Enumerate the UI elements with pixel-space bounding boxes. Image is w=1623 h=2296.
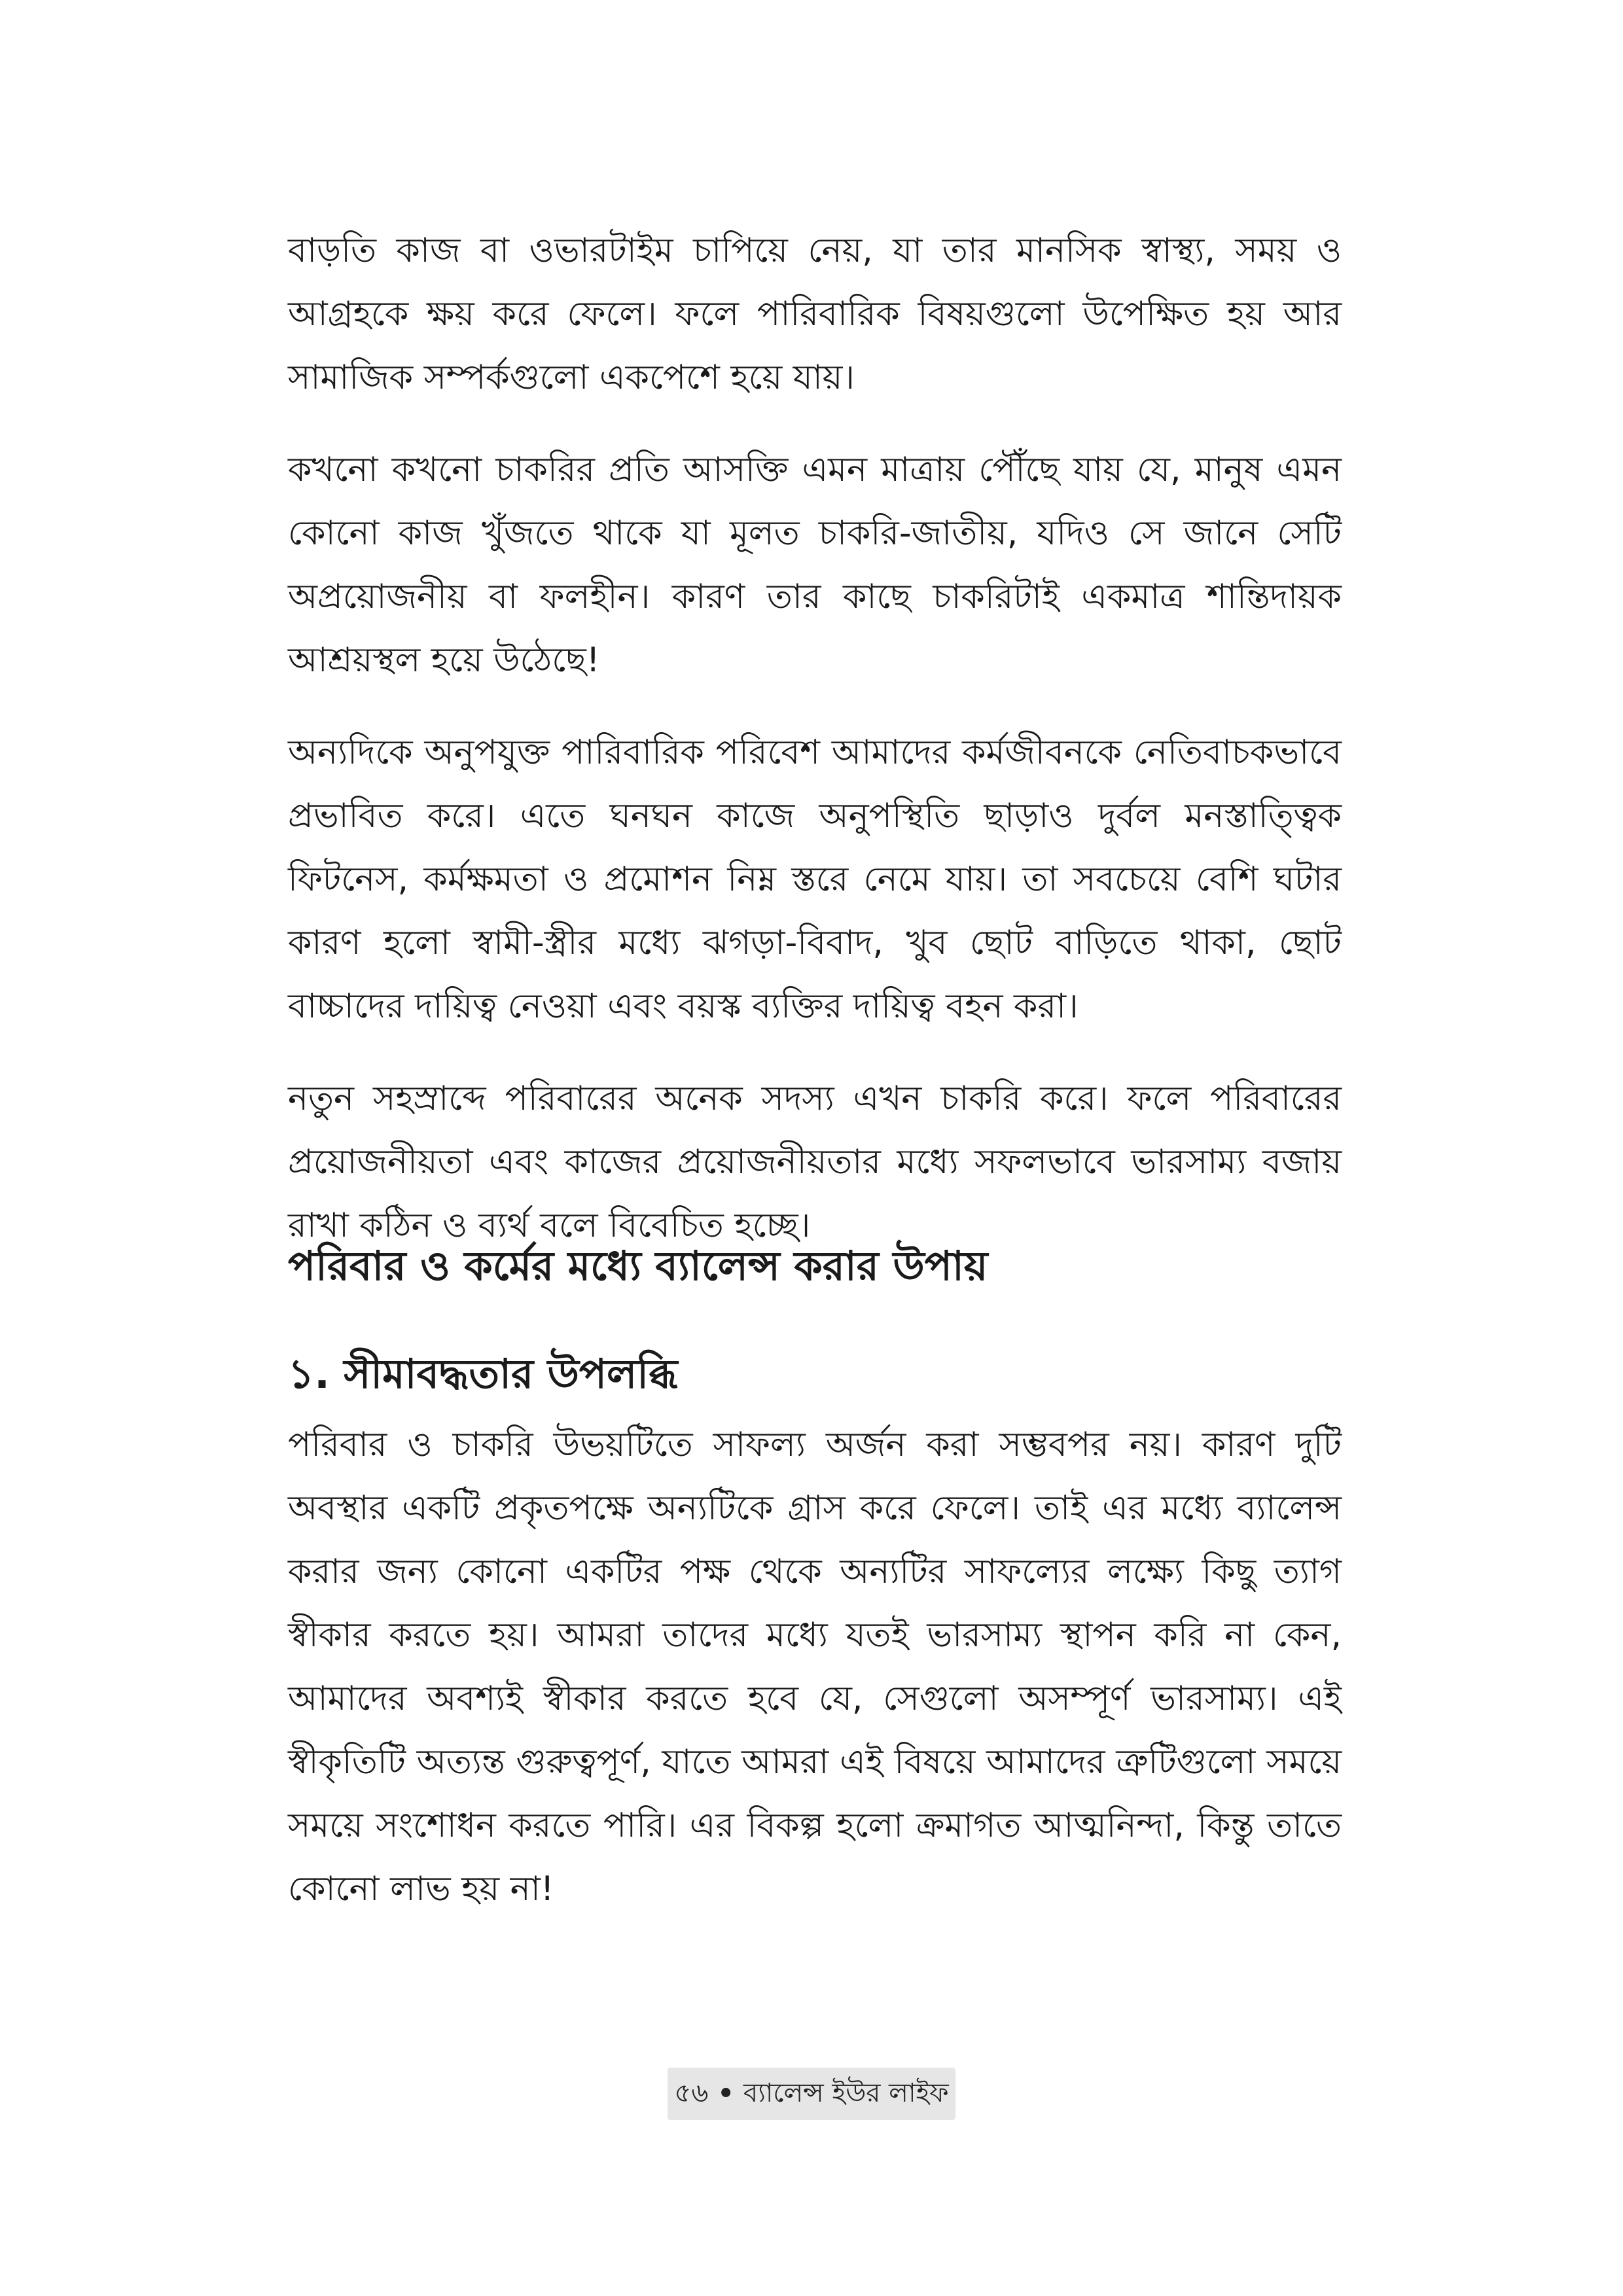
footer-separator: • [717, 2079, 734, 2109]
paragraph: পরিবার ও চাকরি উভয়টিতে সাফল্য অর্জন করা সম্ভবপর নয়। কারণ দুটি অবস্থার একটি প্রকৃতপক্ষে অন্যটিকে গ্রাস করে ফেলে। তাই এর মধ্যে ব্যালেন্স করার জন্য কোনো একটির পক্ষ থেকে অন্যটির সাফল্যের লক্ষ্যে কিছু ত্যাগ স্বীকার করতে হয়। আমরা তাদের মধ্যে যতই ভারসাম্য স্থাপন করি না কেন, আমাদের অবশ্যই স্বীকার করতে হবে যে, সেগুলো অসম্পূর্ণ ভারসাম্য। এই স্বীকৃতিটি অত্যন্ত গুরুত্বপূর্ণ, যাতে আমরা এই বিষয়ে আমাদের ত্রুটিগুলো সময়ে সময়ে সংশোধন করতে পারি। এর বিকল্প হলো ক্রমাগত আত্মনিন্দা, কিন্তু তাতে কোনো লাভ হয় না! [288, 1425, 1342, 1909]
paragraph: নতুন সহস্রাব্দে পরিবারের অনেক সদস্য এখন চাকরি করে। ফলে পরিবারের প্রয়োজনীয়তা এবং কাজের প্রয়োজনীয়তার মধ্যে সফলভাবে ভারসাম্য বজায় রাখা কঠিন ও ব্যর্থ বলে বিবেচিত হচ্ছে। [288, 1079, 1342, 1245]
section-body [288, 1413, 1342, 1921]
section-heading: পরিবার ও কর্মের মধ্যে ব্যালেন্স করার উপায় [288, 1242, 988, 1290]
sub-heading: ১. সীমাবদ্ধতার উপলব্ধি [288, 1350, 678, 1398]
page-number: ৫৬ [674, 2077, 709, 2108]
body-text [288, 219, 1342, 1258]
paragraph: কখনো কখনো চাকরির প্রতি আসক্তি এমন মাত্রায় পৌঁছে যায় যে, মানুষ এমন কোনো কাজ খুঁজতে থাকে যা মূলত চাকরি-জাতীয়, যদিও সে জানে সেটি অপ্রয়োজনীয় বা ফলহীন। কারণ তার কাছে চাকরিটাই একমাত্র শান্তিদায়ক আশ্রয়স্থল হয়ে উঠেছে! [288, 450, 1342, 680]
page-footer [668, 2068, 955, 2120]
paragraph: বাড়তি কাজ বা ওভারটাইম চাপিয়ে নেয়, যা তার মানসিক স্বাস্থ্য, সময় ও আগ্রহকে ক্ষয় করে ফেলে। ফলে পারিবারিক বিষয়গুলো উপেক্ষিত হয় আর সামাজিক সম্পর্কগুলো একপেশে হয়ে যায়। [288, 231, 1342, 397]
book-title: ব্যালেন্স ইউর লাইফ [743, 2077, 949, 2108]
paragraph: অন্যদিকে অনুপযুক্ত পারিবারিক পরিবেশ আমাদের কর্মজীবনকে নেতিবাচকভাবে প্রভাবিত করে। এতে ঘনঘন কাজে অনুপস্থিতি ছাড়াও দুর্বল মনস্তাত্ত্বিক ফিটনেস, কর্মক্ষমতা ও প্রমোশন নিম্ন স্তরে নেমে যায়। তা সবচেয়ে বেশি ঘটার কারণ হলো স্বামী-স্ত্রীর মধ্যে ঝগড়া-বিবাদ, খুব ছোট বাড়িতে থাকা, ছোট বাচ্চাদের দায়িত্ব নেওয়া এবং বয়স্ক ব্যক্তির দায়িত্ব বহন করা। [288, 733, 1342, 1026]
